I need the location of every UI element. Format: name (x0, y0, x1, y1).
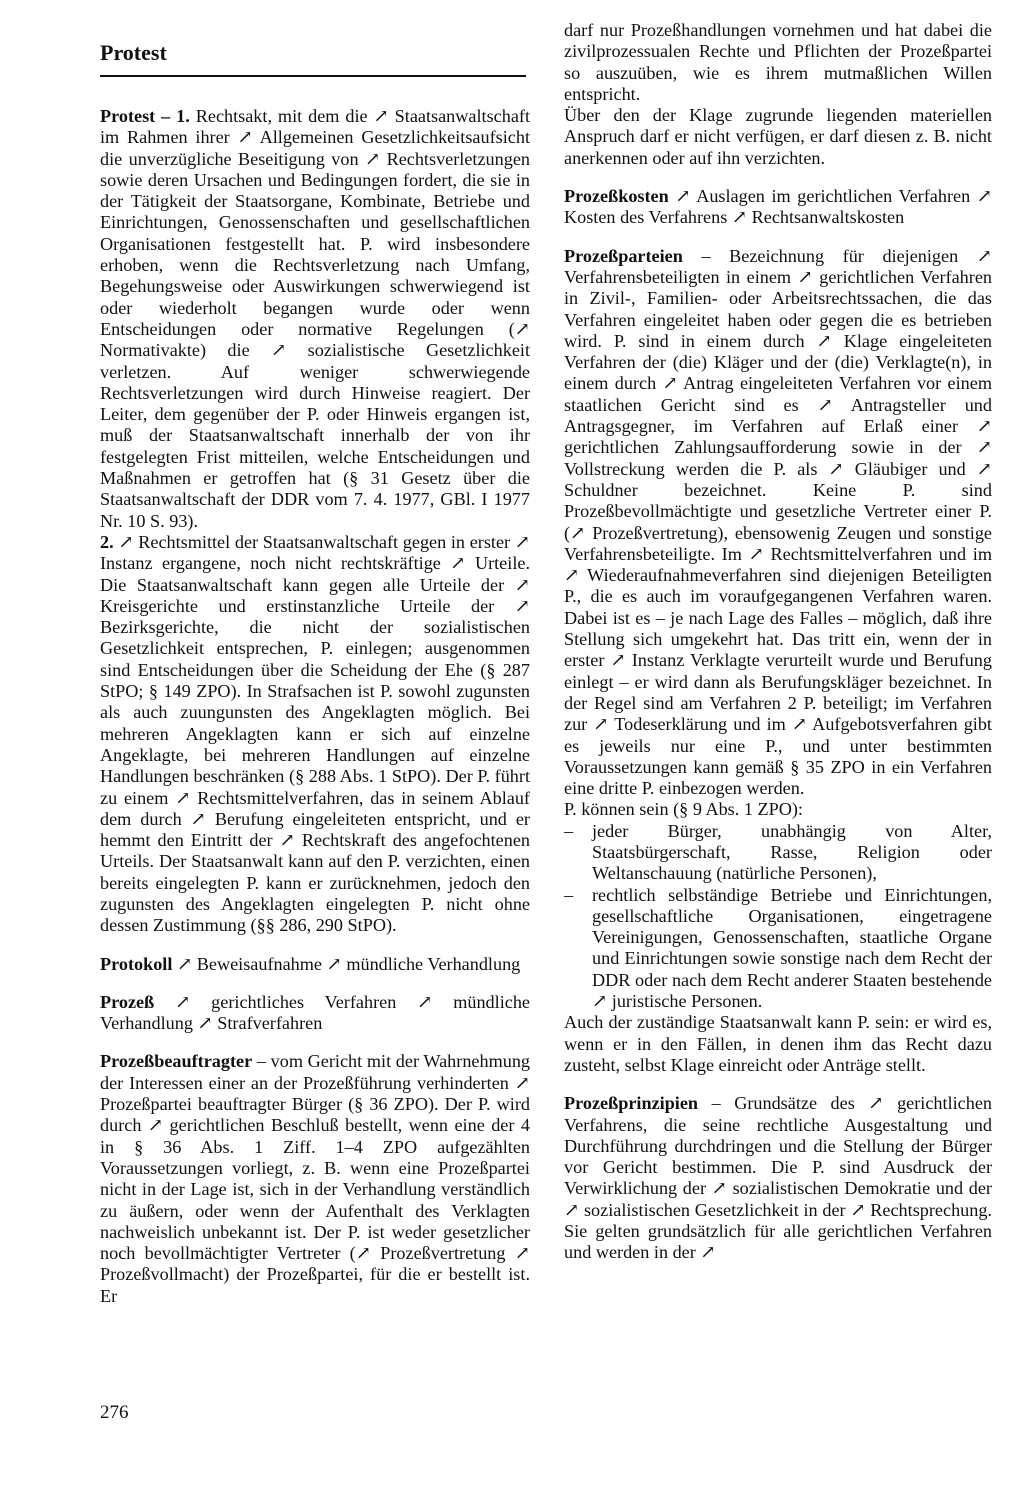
entry-text: ↗ Beweisaufnahme ↗ mündliche Verhandlung (176, 953, 521, 974)
list-item: – jeder Bürger, unabhängig von Alter, Staatsbürgerschaft, Rasse, Religion oder Weltanschauung (natürliche Personen), (564, 821, 992, 885)
list-intro: P. können sein (§ 9 Abs. 1 ZPO): (564, 799, 803, 820)
entry-continuation (564, 20, 992, 169)
entry-text: ↗ gerichtliches Verfahren ↗ mündliche Verhandlung ↗ Strafverfahren (100, 991, 530, 1034)
entry-prozess (100, 992, 530, 1035)
left-column (100, 106, 530, 1324)
entry-text: – vom Gericht mit der Wahrnehmung der Interessen einer an der Prozeßführung verhinderten ↗ Prozeßpartei beauftragter Bürger (§ 36 ZPO). Der P. wird durch ↗ gerichtlichen Beschluß bestellt, wenn eine der 4 in § 36 Abs. 1 Ziff. 1–4 ZPO aufgezählten Voraussetzungen vorliegt, z. B. wenn eine Prozeßpartei nicht in der Lage ist, sich in der Verhandlung verständlich zu äußern, oder wenn der Aufenthalt des Verklagten nachweislich unbekannt ist. Der P. ist weder gesetzlicher noch bevollmächtigter Vertreter (↗ Prozeßvertretung ↗ Prozeßvollmacht) der Prozeßpartei, für die er bestellt ist. Er (100, 1051, 531, 1306)
entry-prozessprinzipien (564, 1093, 992, 1263)
entry-text: ↗ Rechtsmittel der Staatsanwaltschaft gegen in erster ↗ Instanz ergangene, noch nicht rechtskräftige ↗ Urteile. Die Staatsanwaltschaft kann gegen alle Urteile der ↗ Kreisgerichte und erstinstanzliche Urteile der ↗ Bezirksgerichte, die nicht der sozialistischen Gesetzlichkeit entsprechen, P. einlegen; ausgenommen sind Entscheidungen über die Scheidung der Ehe (§ 287 StPO; § 149 ZPO). In Strafsachen ist P. sowohl zugunsten als auch zuungunsten des Angeklagten möglich. Bei mehreren Angeklagten kann er sich auf einzelne Angeklagte, bei mehreren Handlungen auf einzelne Handlungen beschränken (§ 288 Abs. 1 StPO). Der P. führt zu einem ↗ Rechtsmittelverfahren, das in seinem Ablauf dem durch ↗ Berufung eingeleiteten entspricht, und er hemmt den Eintritt der ↗ Rechtskraft des angefochtenen Urteils. Der Staatsanwalt kann auf den P. verzichten, einen bereits eingelegten P. kann er zurücknehmen, jedoch den zugunsten des Angeklagten eingelegten P. nicht ohne dessen Zustimmung (§§ 286, 290 StPO). (100, 531, 531, 936)
entry-headword: Protest – 1. (100, 106, 190, 126)
header-rule (100, 75, 526, 77)
entry-text: – Grundsätze des ↗ gerichtlichen Verfahrens, die seine rechtliche Ausgestaltung und Durchführung durchdringen und die Stellung der Bürger vor Gericht bestimmen. Die P. sind Ausdruck der Verwirklichung der ↗ sozialistischen Demokratie und der ↗ sozialistischen Gesetzlichkeit in der ↗ Rechtsprechung. Sie gelten grundsätzlich für alle gerichtlichen Verfahren und werden in der ↗ (564, 1093, 992, 1263)
entry-prozesskosten (564, 186, 992, 229)
right-column (564, 20, 992, 1281)
entry-headword: Prozeßprinzipien (564, 1093, 699, 1114)
entry-protest (100, 106, 530, 937)
entry-text: Rechtsakt, mit dem die ↗ Staatsanwaltschaft im Rahmen ihrer ↗ Allgemeinen Gesetzlichkeitsaufsicht die unverzügliche Beseitigung von ↗ Rechtsverletzungen sowie deren Ursachen und Bedingungen fordert, die sie in der Tätigkeit der Staatsorgane, Kombinate, Betriebe und Einrichtungen, Genossenschaften und gesellschaftlichen Organisationen festgestellt hat. P. wird insbesondere erhoben, wenn die Rechtsverletzung nach Umfang, Begehungsweise oder Auswirkungen schwerwiegend ist oder wiederholt begangen wurde oder wenn Entscheidungen oder normative Regelungen (↗ Normativakte) die ↗ sozialistische Gesetzlichkeit verletzen. Auf weniger schwerwiegende Rechtsverletzungen wird durch Hinweise reagiert. Der Leiter, dem gegenüber der P. oder Hinweis ergangen ist, muß der Staatsanwaltschaft innerhalb der von ihr festgelegten Frist mitteilen, welche Entscheidungen und Maßnahmen er getroffen hat (§ 31 Gesetz über die Staatsanwaltschaft der DDR vom 7. 4. 1977, GBl. I 1977 Nr. 10 S. 93). (100, 106, 531, 531)
entry-text: ↗ Auslagen im gerichtlichen Verfahren ↗ Kosten des Verfahrens ↗ Rechtsanwaltskosten (564, 186, 993, 228)
entry-outro: Auch der zuständige Staatsanwalt kann P. sein: er wird es, wenn er in den Fällen, in denen ihm das Recht dazu zusteht, selbst Klage einreicht oder Anträge stellt. (564, 1012, 992, 1075)
entry-headword: Protokoll (100, 953, 173, 974)
entry-headword: Prozeß (100, 991, 155, 1012)
page-number: 276 (100, 1402, 129, 1423)
entry-prozessbeauftragter (100, 1051, 530, 1307)
entry-sense-number: 2. (100, 531, 114, 552)
continuation-text-1: darf nur Prozeßhandlungen vornehmen und hat dabei die zivilprozessualen Rechte und Pflichten der Prozeßpartei so auszuüben, wie es ihrem mutmaßlichen Willen entspricht. (564, 20, 992, 104)
continuation-text-2: Über den der Klage zugrunde liegenden materiellen Anspruch darf er nicht verfügen, er darf diesen z. B. nicht anerkennen oder auf ihn verzichten. (564, 105, 992, 168)
entry-text: – Bezeichnung für diejenigen ↗ Verfahrensbeteiligten in einem ↗ gerichtlichen Verfahren in Zivil-, Familien- oder Arbeitsrechtssachen, die das Verfahren eingeleitet haben oder gegen die es betrieben wird. P. sind in einem durch ↗ Klage eingeleiteten Verfahren der (die) Kläger und der (die) Verklagte(n), in einem durch ↗ Antrag eingeleiteten Verfahren vor einem staatlichen Gericht sind es ↗ Antragsteller und Antragsgegner, im Verfahren auf Erlaß einer ↗ gerichtlichen Zahlungsaufforderung sowie in der ↗ Vollstreckung werden die P. als ↗ Gläubiger und ↗ Schuldner bezeichnet. Keine P. sind Prozeßbevollmächtigte und gesetzliche Vertreter einer P. (↗ Prozeßvertretung), ebensowenig Zeugen und sonstige Verfahrensbeteiligte. Im ↗ Rechtsmittelverfahren und im ↗ Wiederaufnahmeverfahren sind diejenigen Beteiligten P., die es auch im voraufgegangenen Verfahren waren. Dabei ist es – je nach Lage des Falles – möglich, daß ihre Stellung sich umgekehrt hat. Das tritt ein, wenn der in erster ↗ Instanz Verklagte verurteilt wurde und Berufung einlegt – er wird dann als Berufungskläger bezeichnet. In der Regel sind am Verfahren 2 P. beteiligt; im Verfahren zur ↗ Todeserklärung und im ↗ Aufgebotsverfahren gibt es jeweils nur eine P., und unter bestimmten Voraussetzungen kann gemäß § 35 ZPO in ein Verfahren eine dritte P. einbezogen werden. (564, 245, 993, 799)
entry-protest-part1 (100, 106, 530, 532)
list-item: – rechtlich selbständige Betriebe und Einrichtungen, gesellschaftliche Organisationen, eingetragene Vereinigungen, Genossenschaften, staatliche Organe und Einrichtungen sowie sonstige nach dem Recht der DDR oder nach dem Recht anderer Staaten bestehende ↗ juristische Personen. (564, 885, 992, 1013)
entry-headword: Prozeßparteien (564, 245, 683, 266)
entry-headword: Prozeßbeauftragter (100, 1051, 253, 1072)
entry-prozessparteien (564, 246, 992, 1077)
entry-protest-part2 (100, 532, 530, 937)
entry-headword: Prozeßkosten (564, 186, 669, 207)
dash-list (564, 821, 992, 1013)
header-word: Protest (100, 40, 167, 65)
entry-protokoll (100, 954, 530, 975)
